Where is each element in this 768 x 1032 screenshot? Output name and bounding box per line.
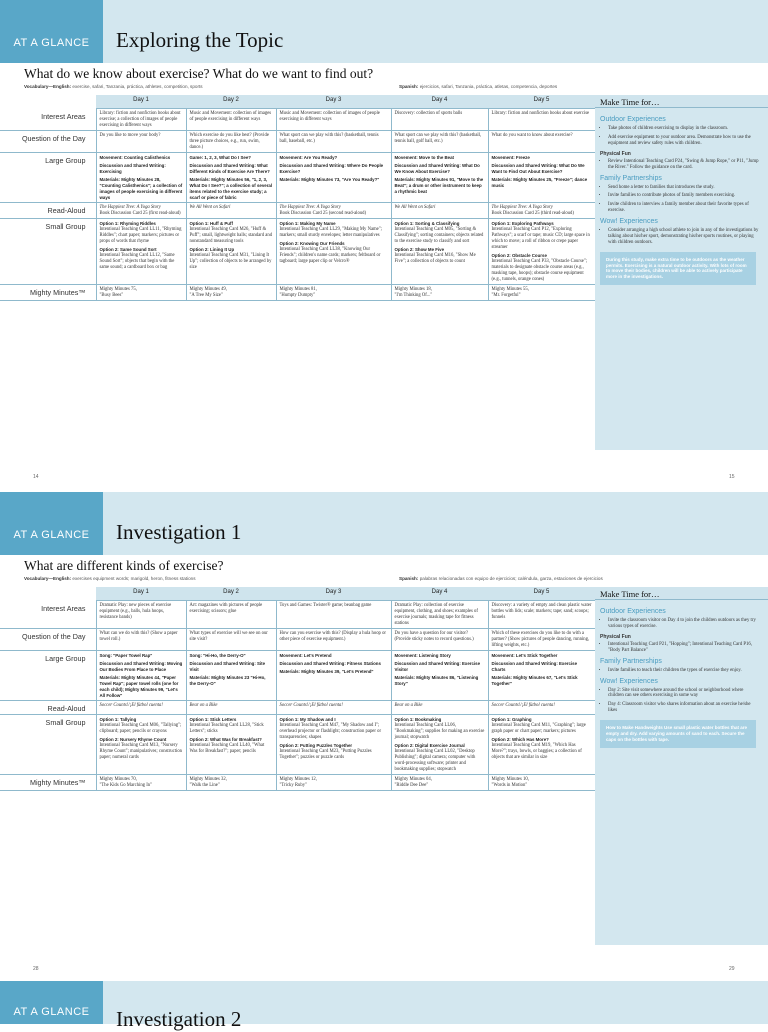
cell-text: How can you exercise with this? (Display a hula hoop or other piece of exercise equipment.): [279, 631, 386, 642]
cell-day-4: [391, 651, 488, 701]
cell-text: Intentional Teaching Card M13, "Nursery Rhyme Count"; manipulatives; construction paper; numeral cards: [99, 743, 183, 760]
cell-text: Intentional Teaching Card LL02, "Desktop Publishing"; digital camera; computer with word-processing software; printer and bookmaking supplies; stopwatch: [394, 749, 476, 772]
cell-text: Intentional Teaching Card LL28, "Stick Letters"; sticks: [189, 723, 264, 734]
cell-day-1: [96, 715, 186, 775]
sidebar-list-item: • Invite families to teach their children the types of exercise they enjoy.: [608, 668, 760, 674]
cell-day-5: [488, 219, 595, 285]
cell-day-2: [186, 219, 276, 285]
day-header-5: Day 5: [488, 95, 595, 109]
sidebar-list-item: • Send home a letter to families that introduces the study.: [608, 185, 760, 191]
day-header-row: [0, 95, 595, 109]
cell-subheading: Option 2: Same Sound Sort: [99, 247, 157, 252]
cell-text: Intentional Teaching Card M11, "Graphing"; large graph paper or chart paper; markers; pictures: [491, 723, 586, 734]
cell-subheading: Discussion and Shared Writing: Fitness Stations: [279, 661, 381, 666]
sidebar-list-item: • Day 4: Classroom visitor who shares information about an exercise he/she likes: [608, 702, 760, 714]
cell-text: Intentional Teaching Card M05, "Sorting & Classifying"; sorting containers; objects related to the exercise study to classify and sort: [394, 227, 484, 244]
cell-text: Intentional Teaching Card M23, "Putting Puzzles Together"; puzzles or puzzle cards: [279, 749, 372, 760]
cell-book-title: Soccer Counts!/¡El fútbol cuenta!: [99, 703, 163, 708]
cell-subheading: Game: 1, 2, 3, What Do I See?: [189, 155, 251, 160]
cell-text: Discovery: collection of sports balls: [394, 111, 463, 116]
cell-book-title: Bear on a Bike: [394, 703, 423, 708]
cell-text: Art: magazines with pictures of people exercising; scissors; glue: [189, 603, 263, 614]
cell-text: What types of exercise will we see on our site visit?: [189, 631, 268, 642]
cell-text: What can we do with this? (Show a paper towel roll.): [99, 631, 178, 642]
cell-book-title: The Happiest Tree: A Yoga Story: [491, 205, 553, 210]
cell-text: Dramatic Play: new pieces of exercise equipment (e.g., balls, hula hoops, resistance bands): [99, 603, 172, 620]
cell-text: Library: fiction and nonfiction books about exercise; a collection of images of people exercising in different ways: [99, 111, 181, 128]
sidebar-section-heading: Outdoor Experiences: [600, 608, 666, 615]
sidebar-list-item: • Take photos of children exercising to display in the classroom.: [608, 126, 760, 132]
cell-day-3: [276, 219, 391, 285]
cell-text: Book Discussion Card 25 (third read-aloud): [491, 211, 574, 216]
cell-day-5: [488, 701, 595, 715]
cell-day-2: [186, 109, 276, 131]
cell-text: Mighty Minutes 04,: [394, 777, 432, 782]
cell-text: Mighty Minutes 55,: [491, 287, 529, 292]
cell-day-5: [488, 285, 595, 301]
day-header-3: Day 3: [276, 95, 391, 109]
day-header-2: Day 2: [186, 587, 276, 601]
sidebar-callout-box: How to Make Handweights Use small plastic water bottles that are empty and dry. Add varying amounts of sand to each. Secure the caps on the bottles with tape.: [600, 720, 756, 747]
cell-subheading: Materials: Mighty Minutes 86, "Listening Story": [394, 675, 479, 686]
cell-subheading: Movement: Let's Stick Together: [491, 653, 558, 658]
cell-book-title: The Happiest Tree: A Yoga Story: [99, 205, 161, 210]
row-mighty-minutes: [0, 285, 595, 301]
cell-subheading: Option 2: Lining It Up: [189, 247, 235, 252]
cell-text: Toys and Games: Twister® game; beanbag game: [279, 603, 372, 608]
cell-subheading: Option 1: Rhyming Riddles: [99, 221, 156, 226]
row-label: Interest Areas: [0, 109, 96, 131]
cell-text: Music and Movement: collection of images of people exercising in different ways: [189, 111, 272, 122]
day-header-4: Day 4: [391, 587, 488, 601]
make-time-for-heading: Make Time for…: [595, 587, 768, 600]
cell-subheading: Discussion and Shared Writing: What Do We Know About Exercise?: [394, 163, 480, 174]
cell-text: "Busy Bees": [99, 293, 124, 298]
cell-text: Intentional Teaching Card M19, "Which Has More?"; trays, bowls, or baggies; a collection of objects that are similar in size: [491, 743, 582, 760]
cell-book-title: We All Went on Safari: [189, 205, 231, 210]
row-label: Interest Areas: [0, 601, 96, 629]
cell-text: Intentional Teaching Card LL11, "Rhyming Riddles"; chart paper; markers; pictures or props of words that rhyme: [99, 227, 182, 244]
day-header-1: Day 1: [96, 587, 186, 601]
cell-text: Do you have a question for our visitor? (Provide sticky notes to record questions.): [394, 631, 474, 642]
sidebar-list: [600, 228, 760, 246]
cell-day-3: [276, 651, 391, 701]
cell-text: Dramatic Play: collection of exercise equipment, clothing, and shoes; examples of exercise journals; masking tape for fitness stations: [394, 603, 478, 626]
cell-book-title: Soccer Counts!/¡El fútbol cuenta!: [491, 703, 555, 708]
row-interest-areas: [0, 109, 595, 131]
cell-subheading: Discussion and Shared Writing: Site Visit: [189, 661, 266, 672]
cell-subheading: Discussion and Shared Writing: Exercise Charts: [491, 661, 578, 672]
cell-subheading: Option 2: Putting Puzzles Together: [279, 743, 353, 748]
cell-day-1: [96, 651, 186, 701]
cell-day-3: [276, 153, 391, 203]
cell-subheading: Discussion and Shared Writing: Exercising: [99, 163, 166, 174]
cell-text: "A Tree My Size": [189, 293, 223, 298]
cell-day-2: [186, 629, 276, 651]
cell-day-4: [391, 701, 488, 715]
sidebar-list-item: • Review Intentional Teaching Card P24, "Swing & Jump Rope," or P11, "Jump the River." Follow the guidance on the card.: [608, 159, 760, 171]
cell-book-title: We All Went on Safari: [394, 205, 436, 210]
cell-day-1: [96, 601, 186, 629]
cell-text: Book Discussion Card 25 (second read-aloud): [279, 211, 367, 216]
cell-text: What sport can we play with this? (basketball, tennis ball, golf ball, etc.): [394, 133, 482, 144]
corner-cell: [0, 95, 96, 109]
cell-day-3: [276, 629, 391, 651]
cell-text: Discovery: a variety of empty and clean plastic water bottles with lids; scale; markers; tape; sand; scoops; funnels: [491, 603, 592, 620]
page-title: Investigation 2: [116, 1007, 242, 1031]
cell-text: Library: fiction and nonfiction books about exercise: [491, 111, 590, 116]
row-label: Small Group: [0, 219, 96, 285]
vocabulary-english: Vocabulary—English: exercises equipment words; marigold, heron, fitness stations: [24, 576, 196, 581]
page-number-left: 28: [33, 966, 39, 972]
cell-day-5: [488, 601, 595, 629]
cell-subheading: Movement: Counting Calisthenics: [99, 155, 171, 160]
sidebar-list: [600, 688, 760, 715]
guiding-question: What are different kinds of exercise?: [24, 558, 224, 573]
cell-subheading: Option 2: Nursery Rhyme Count: [99, 737, 167, 742]
day-header-row: [0, 587, 595, 601]
cell-text: What sport can we play with this? (basketball, tennis ball, baseball, etc.): [279, 133, 379, 144]
schedule-table: [0, 95, 595, 301]
sidebar-section-heading: Family Partnerships: [600, 657, 662, 665]
cell-subheading: Option 1: Bookmaking: [394, 717, 442, 722]
row-interest-areas: [0, 601, 595, 629]
cell-text: Which exercise do you like best? (Provide three picture choices, e.g., run, swim, dance.): [189, 133, 269, 150]
cell-day-5: [488, 109, 595, 131]
row-small-group: [0, 219, 595, 285]
cell-text: "Walk the Line": [189, 783, 220, 788]
row-mighty-minutes: [0, 775, 595, 791]
cell-text: Intentional Teaching Card P12, "Exploring Pathways"; a scarf or tape; music CD; large space in which to move; a roll of ribbon or crepe paper streamer: [491, 227, 590, 250]
cell-text: "Mr. Forgetful": [491, 293, 521, 298]
make-time-for-heading: Make Time for…: [595, 95, 768, 108]
cell-book-title: Soccer Counts!/¡El fútbol cuenta!: [279, 703, 343, 708]
cell-day-1: [96, 629, 186, 651]
sidebar-subheading: Physical Fun: [600, 150, 631, 157]
day-header-5: Day 5: [488, 587, 595, 601]
make-time-for-sidebar: [595, 587, 768, 945]
row-label: Large Group: [0, 153, 96, 203]
cell-subheading: Option 1: Exploring Pathways: [491, 221, 554, 226]
page-number-left: 14: [33, 474, 39, 480]
row-large-group: [0, 153, 595, 203]
cell-day-2: [186, 601, 276, 629]
cell-day-4: [391, 775, 488, 791]
cell-text: "Humpty Dumpty": [279, 293, 316, 298]
cell-text: Intentional Teaching Card P33, "Obstacle Course"; materials to designate obstacle course areas (e.g., masking tape, hoops); obstacle course equipment (e.g., tunnels, orange cones): [491, 259, 588, 282]
day-header-1: Day 1: [96, 95, 186, 109]
page-title: Exploring the Topic: [116, 28, 284, 52]
cell-book-title: Bear on a Bike: [189, 703, 218, 708]
row-label: Mighty Minutes™: [0, 285, 96, 301]
page-number-right: 29: [729, 966, 735, 972]
cell-day-4: [391, 131, 488, 153]
cell-day-4: [391, 285, 488, 301]
row-label: Question of the Day: [0, 131, 96, 153]
cell-day-3: [276, 715, 391, 775]
cell-text: What do you want to know about exercise?: [491, 133, 573, 138]
day-header-3: Day 3: [276, 587, 391, 601]
cell-subheading: Song: "Paper Towel Rap": [99, 653, 153, 658]
row-label: Small Group: [0, 715, 96, 775]
cell-text: Intentional Teaching Card LL06, "Bookmaking"; supplies for making an exercise journal; stopwatch: [394, 723, 485, 740]
sidebar-list: [600, 185, 760, 215]
cell-day-4: [391, 629, 488, 651]
cell-day-3: [276, 285, 391, 301]
sidebar-list-item: • Intentional Teaching Card P21, "Hopping"; Intentional Teaching Card P16, "Body Part Balance": [608, 642, 760, 654]
cell-day-5: [488, 131, 595, 153]
sidebar-list: [600, 668, 760, 674]
cell-subheading: Option 2: Digital Exercise Journal: [394, 743, 465, 748]
spread-exploring-the-topic: [0, 0, 768, 490]
cell-subheading: Materials: Mighty Minutes 44, "Paper Towel Rap"; paper towel rolls (one for each child); Mighty Minutes 99, "Let's All Follow": [99, 675, 179, 698]
cell-subheading: Option 1: Huff & Puff: [189, 221, 233, 226]
day-header-4: Day 4: [391, 95, 488, 109]
cell-text: Book Discussion Card 25 (first read-aloud): [99, 211, 181, 216]
cell-text: Mighty Minutes 75,: [99, 287, 137, 292]
cell-subheading: Discussion and Shared Writing: What Different Kinds of Exercise Are There?: [189, 163, 270, 174]
cell-day-5: [488, 775, 595, 791]
cell-subheading: Discussion and Shared Writing: What Do We Want to Find Out About Exercise?: [491, 163, 585, 174]
cell-day-1: [96, 701, 186, 715]
spread-investigation-2: [0, 981, 768, 1031]
row-read-aloud: [0, 701, 595, 715]
cell-text: Intentional Teaching Card M47, "My Shadow and I"; overhead projector or flashlight; construction paper or transparencies; shapes: [279, 723, 382, 740]
cell-subheading: Song: "Hi-Ho, the Derry-O": [189, 653, 246, 658]
cell-text: Intentional Teaching Card LL12, "Same Sound Sort"; objects that begin with the same sound; a cardboard box or bag: [99, 253, 175, 270]
cell-subheading: Option 1: Tallying: [99, 717, 137, 722]
cell-day-1: [96, 109, 186, 131]
cell-subheading: Option 1: Graphing: [491, 717, 532, 722]
sidebar-list-item: • Add exercise equipment to your outdoor area. Demonstrate how to use the equipment and review safety rules with children.: [608, 135, 760, 147]
cell-text: Intentional Teaching Card M16, "Show Me Five"; a collection of objects to count: [394, 253, 476, 264]
sidebar-section-heading: Wow! Experiences: [600, 677, 658, 685]
sidebar-list: [600, 642, 760, 654]
spread-investigation-1: [0, 492, 768, 979]
cell-day-1: [96, 153, 186, 203]
cell-text: Mighty Minutes 70,: [99, 777, 137, 782]
cell-text: Mighty Minutes 49,: [189, 287, 227, 292]
sidebar-body: [595, 600, 768, 756]
cell-day-1: [96, 775, 186, 791]
cell-subheading: Materials: Mighty Minutes 39, "Let's Pretend": [279, 669, 374, 674]
page-title: Investigation 1: [116, 520, 242, 544]
cell-subheading: Discussion and Shared Writing: Moving Our Bodies From Place to Place: [99, 661, 183, 672]
sidebar-list-item: • Invite the classroom visitor on Day 4 to join the children outdoors as they try various types of exercise.: [608, 618, 760, 630]
vocabulary-spanish: Spanish: ejercicios, safari, Tanzania, práctica, atletas, competencia, deportes: [399, 84, 558, 89]
cell-day-5: [488, 203, 595, 219]
cell-subheading: Movement: Move to the Beat: [394, 155, 455, 160]
row-large-group: [0, 651, 595, 701]
cell-subheading: Materials: Mighty Minutes 91, "Move to the Beat"; a drum or other instrument to keep a rhythmic beat: [394, 177, 484, 194]
row-small-group: [0, 715, 595, 775]
cell-subheading: Materials: Mighty Minutes 23 "Hi-Ho, the Derry-O": [189, 675, 266, 686]
sidebar-list: [600, 126, 760, 147]
at-a-glance-tag: AT A GLANCE: [0, 981, 103, 1024]
row-label: Question of the Day: [0, 629, 96, 651]
cell-subheading: Materials: Mighty Minutes 56, "1, 2, 3, What Do I See?"; a collection of several items related to the exercise study; a scarf or piece of fabric: [189, 177, 273, 200]
cell-text: "Riddle Dee Dee": [394, 783, 429, 788]
cell-day-1: [96, 131, 186, 153]
row-label: Mighty Minutes™: [0, 775, 96, 791]
cell-subheading: Option 1: My Shadow and I: [279, 717, 336, 722]
sidebar-subheading: Physical Fun: [600, 633, 631, 640]
cell-subheading: Option 2: Obstacle Course: [491, 253, 547, 258]
cell-subheading: Option 1: Sorting & Classifying: [394, 221, 460, 226]
at-a-glance-tag: AT A GLANCE: [0, 492, 103, 555]
sidebar-list-item: • Consider arranging a high school athlete to join in any of the investigations by talking about his/her sport, demonstrating his/her sports routines, or playing with children outdoors.: [608, 228, 760, 246]
sidebar-section-heading: Wow! Experiences: [600, 218, 658, 226]
cell-text: Mighty Minutes 18,: [394, 287, 432, 292]
cell-text: Which of these exercises do you like to do with a partner? (Show pictures of people dancing, running, lifting weights, etc.): [491, 631, 590, 648]
cell-day-5: [488, 153, 595, 203]
sidebar-list: [600, 159, 760, 171]
cell-subheading: Materials: Mighty Minutes 28, "Counting Calisthenics"; a collection of images of people exercising in different ways: [99, 177, 183, 200]
cell-text: Mighty Minutes 10,: [491, 777, 529, 782]
cell-day-2: [186, 651, 276, 701]
cell-subheading: Movement: Let's Pretend: [279, 653, 332, 658]
cell-text: Intentional Teaching Card LL29, "Making My Name"; markers; small sturdy envelopes; letter manipulatives: [279, 227, 382, 238]
guiding-question: What do we know about exercise? What do we want to find out?: [24, 66, 374, 81]
sidebar-list-item: • Invite families to contribute photos of family members exercising.: [608, 193, 760, 199]
schedule-table: [0, 587, 595, 791]
cell-day-1: [96, 219, 186, 285]
cell-text: Music and Movement: collection of images of people exercising in different ways: [279, 111, 380, 122]
cell-text: Do you like to move your body?: [99, 133, 161, 138]
sidebar-section-heading: Family Partnerships: [600, 174, 662, 182]
cell-subheading: Discussion and Shared Writing: Exercise Visitor: [394, 661, 481, 672]
day-header-2: Day 2: [186, 95, 276, 109]
cell-text: "The Kids Go Marching In": [99, 783, 153, 788]
cell-day-4: [391, 203, 488, 219]
cell-subheading: Materials: Mighty Minutes 67, "Let's Stick Together": [491, 675, 578, 686]
cell-day-2: [186, 285, 276, 301]
cell-subheading: Option 2: Which Has More?: [491, 737, 549, 742]
cell-text: Mighty Minutes 12,: [279, 777, 317, 782]
cell-text: Intentional Teaching Card M26, "Huff & Puff"; small, lightweight balls; standard and nonstandard measuring tools: [189, 227, 273, 244]
vocabulary-spanish: Spanish: palabras relacionadas con equipo de ejercicios; caléndula, garza, estaciones de ejercicios: [399, 576, 603, 581]
cell-day-4: [391, 601, 488, 629]
cell-day-2: [186, 701, 276, 715]
at-a-glance-tag: AT A GLANCE: [0, 0, 103, 63]
cell-day-2: [186, 131, 276, 153]
sidebar-body: [595, 108, 768, 293]
row-question-of-the-day: [0, 131, 595, 153]
page-number-right: 15: [729, 474, 735, 480]
row-label: Large Group: [0, 651, 96, 701]
cell-day-4: [391, 109, 488, 131]
sidebar-callout-box: During this study, make extra time to be outdoors as the weather permits. Exercising is a natural outdoor activity. With lots of room to move their bodies, children will be able to actively participate more in the investigations.: [600, 252, 756, 285]
cell-day-2: [186, 775, 276, 791]
vocabulary-english: Vocabulary—English: exercise, safari, Tanzania, práctica, athletes, competition, sports: [24, 84, 203, 89]
cell-day-5: [488, 715, 595, 775]
corner-cell: [0, 587, 96, 601]
row-label: Read-Aloud: [0, 203, 96, 219]
cell-text: "Tricky Ruby": [279, 783, 307, 788]
cell-day-3: [276, 131, 391, 153]
cell-day-4: [391, 153, 488, 203]
row-question-of-the-day: [0, 629, 595, 651]
cell-subheading: Discussion and Shared Writing: Where Do People Exercise?: [279, 163, 384, 174]
cell-text: Intentional Teaching Card LL38, "Knowing Our Friends"; children's name cards; markers; feltboard or tagboard; large paper clip or Velcro®: [279, 247, 381, 264]
cell-day-3: [276, 109, 391, 131]
cell-day-2: [186, 153, 276, 203]
cell-day-1: [96, 285, 186, 301]
cell-day-3: [276, 203, 391, 219]
cell-day-4: [391, 219, 488, 285]
cell-subheading: Movement: Are You Ready?: [279, 155, 338, 160]
cell-text: Intentional Teaching Card LL40, "What Was for Breakfast?"; paper; pencils: [189, 743, 265, 754]
cell-text: "I'm Thinking Of...": [394, 293, 433, 298]
cell-subheading: Movement: Freeze: [491, 155, 530, 160]
row-read-aloud: [0, 203, 595, 219]
cell-day-3: [276, 775, 391, 791]
cell-subheading: Option 1: Making My Name: [279, 221, 336, 226]
cell-day-2: [186, 203, 276, 219]
cell-subheading: Materials: Mighty Minutes 73, "Are You Ready?": [279, 177, 380, 182]
cell-book-title: The Happiest Tree: A Yoga Story: [279, 205, 341, 210]
sidebar-list-item: • Day 2: Site visit somewhere around the school or neighborhood where children can see others exercising in some way: [608, 688, 760, 700]
cell-subheading: Option 1: Stick Letters: [189, 717, 237, 722]
cell-day-5: [488, 629, 595, 651]
cell-day-4: [391, 715, 488, 775]
cell-subheading: Option 2: What Was for Breakfast?: [189, 737, 262, 742]
cell-text: "Words in Motion": [491, 783, 528, 788]
sidebar-section-heading: Outdoor Experiences: [600, 116, 666, 123]
cell-day-2: [186, 715, 276, 775]
cell-subheading: Movement: Listening Story: [394, 653, 451, 658]
cell-text: Mighty Minutes 81,: [279, 287, 317, 292]
row-label: Read-Aloud: [0, 701, 96, 715]
cell-subheading: Materials: Mighty Minutes 25, "Freeze"; dance music: [491, 177, 588, 188]
cell-text: Intentional Teaching Card M31, "Lining It Up"; collection of objects to be arranged by size: [189, 253, 272, 270]
sidebar-list-item: • Invite children to interview a family member about their favorite types of exercise.: [608, 202, 760, 214]
cell-text: Intentional Teaching Card M06, "Tallying"; clipboard; paper; pencils or crayons: [99, 723, 182, 734]
cell-day-1: [96, 203, 186, 219]
cell-subheading: Option 2: Show Me Five: [394, 247, 445, 252]
cell-day-3: [276, 701, 391, 715]
cell-text: Mighty Minutes 32,: [189, 777, 227, 782]
cell-subheading: Option 2: Knowing Our Friends: [279, 241, 345, 246]
cell-day-5: [488, 651, 595, 701]
cell-day-3: [276, 601, 391, 629]
sidebar-list: [600, 618, 760, 630]
make-time-for-sidebar: [595, 95, 768, 450]
